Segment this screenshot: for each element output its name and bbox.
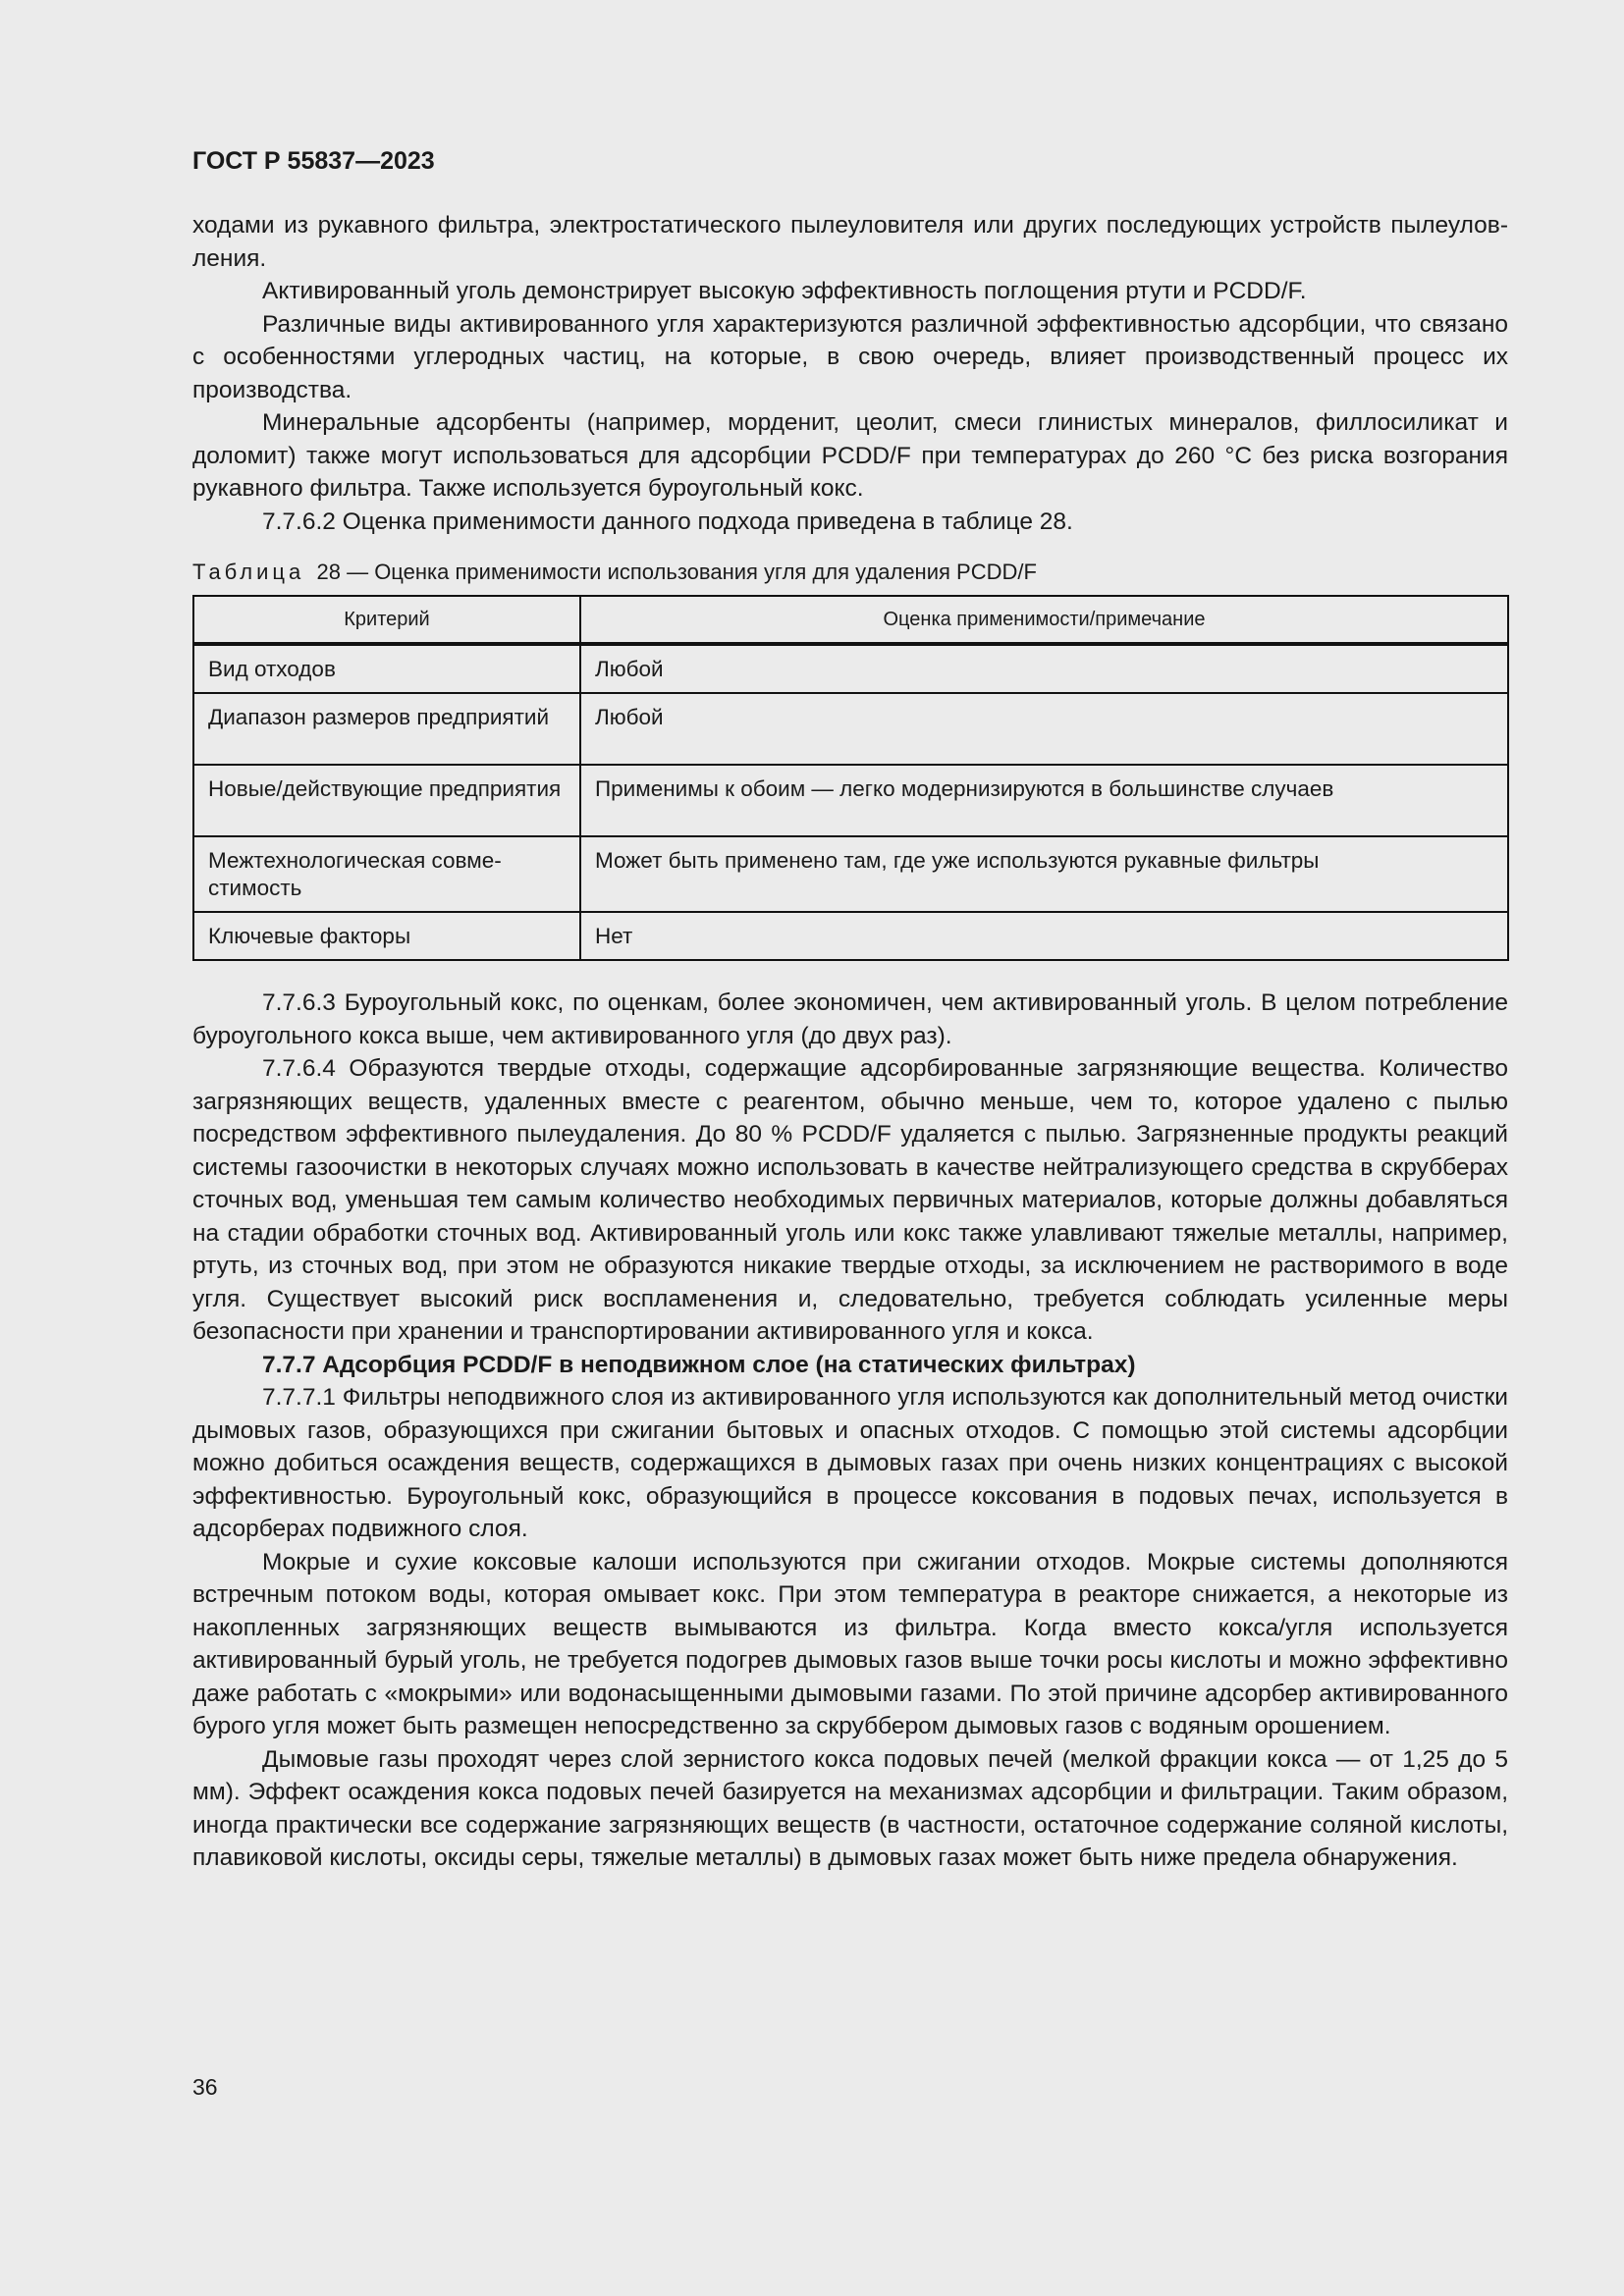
table-cell: Любой — [580, 693, 1508, 765]
table-cell: Ключевые факторы — [193, 912, 580, 960]
paragraph: 7.7.6.3 Буроугольный кокс, по оценкам, более экономичен, чем активированный уголь. В целом потребление буроугольного кокса выше, чем активированного угля (до двух раз). — [192, 989, 1508, 1049]
section-heading: 7.7.7 Адсорбция PCDD/F в неподвижном слое (на статических фильтрах) — [262, 1351, 1136, 1378]
table-cell: Применимы к обоим — легко модернизируются в большинстве случаев — [580, 765, 1508, 836]
table-row — [193, 836, 1508, 912]
document-page — [192, 147, 1508, 1875]
table-row — [193, 912, 1508, 960]
table-caption — [192, 560, 1508, 585]
paragraph: Мокрые и сухие коксовые калоши используются при сжигании отходов. Мокрые системы дополняются встречным потоком воды, которая омывает кокс. При этом температура в реакторе снижается, а некоторые из накопленных загрязняющих веществ вымываются из фильтра. Когда вместо кокса/угля используется активированный бурый уголь, не требуется подогрев дымовых газов выше точки росы кислоты и можно эффективно даже работать с «мокрыми» или водонасыщенными дымовыми газами. По этой причине адсорбер активированного бурого угля может быть размещен непосредственно за скруббером дымовых газов с водяным орошением. — [192, 1548, 1508, 1739]
paragraph: 7.7.6.4 Образуются твердые отходы, содержащие адсорбированные загрязняющие вещества. Количество загрязняющих веществ, удаленных вместе с реагентом, обычно меньше, чем то, которое удалено с пылью посредством эффективного пылеудаления. До 80 % PCDD/F удаляется с пылью. Загрязненные продукты реакций системы газоочистки в некоторых случаях можно использовать в качестве нейтрализующего средства в скрубберах сточных вод, уменьшая тем самым количество необходимых первичных материалов, которые должны добавляться на стадии обработки сточных вод. Активированный уголь или кокс также улавливают тяжелые металлы, например, ртуть, из сточных вод, при этом не образуются никакие твердые отходы, за исключением не растворимого в воде угля. Существует высокий риск воспламенения и, следовательно, требуется соблюдать усиленные меры безопасности при хранении и транспортировании активированного угля и кокса. — [192, 1055, 1508, 1345]
table-cell: Нет — [580, 912, 1508, 960]
paragraph: Дымовые газы проходят через слой зернистого кокса подовых печей (мелкой фракции кокса — от 1,25 до 5 мм). Эффект осаждения кокса подовых печей базируется на механизмах адсорбции и фильтрации. Таким образом, иногда практически все содержание загрязняющих веществ (в частности, остаточное содержание соляной кислоты, плавиковой кислоты, оксиды серы, тяжелые металлы) в дымовых газах может быть ниже предела обнаружения. — [192, 1745, 1508, 1871]
applicability-table — [192, 595, 1509, 961]
table-row — [193, 765, 1508, 836]
table-cell: Любой — [580, 644, 1508, 693]
document-code: ГОСТ Р 55837—2023 — [192, 147, 435, 175]
paragraph: 7.7.7.1 Фильтры неподвижного слоя из активированного угля используются как дополнительный метод очистки дымовых газов, образующихся при сжигании бытовых и опасных отходов. С помощью этой системы адсорбции можно добиться осаждения веществ, содержащихся в дымовых газах при очень низких концентрациях с высокой эффективностью. Буроугольный кокс, образующийся в процессе коксования в подовых печах, используется в адсорберах подвижного слоя. — [192, 1384, 1508, 1542]
table-cell: Диапазон размеров предприятий — [193, 693, 580, 765]
table-cell: Новые/действующие предприятия — [193, 765, 580, 836]
paragraph: 7.7.6.2 Оценка применимости данного подхода приведена в таблице 28. — [262, 507, 1073, 535]
table-row — [193, 644, 1508, 693]
table-caption-text: 28 — Оценка применимости использования угля для удаления PCDD/F — [316, 560, 1037, 584]
table-cell: Межтехнологическая совместимость — [193, 836, 580, 912]
paragraph: Минеральные адсорбенты (например, морденит, цеолит, смеси глинистых минералов, филлосиликат и доломит) также могут использоваться для адсорбции PCDD/F при температурах до 260 °C без риска возгорания рукавного фильтра. Также используется буроугольный кокс. — [192, 409, 1508, 502]
paragraph: Активированный уголь демонстрирует высокую эффективность поглощения ртути и PCDD/F. — [262, 278, 1307, 304]
page-number: 36 — [192, 2074, 218, 2100]
table-header-row — [193, 596, 1508, 644]
table-cell: Может быть применено там, где уже используются рукавные фильтры — [580, 836, 1508, 912]
table-cell: Вид отходов — [193, 644, 580, 693]
table-header-assessment: Оценка применимости/примечание — [580, 596, 1508, 644]
table-caption-prefix: Таблица — [192, 560, 305, 584]
paragraph: ходами из рукавного фильтра, электростатического пылеуловителя или других последующих устройств пылеуловления. — [192, 212, 1508, 272]
table-row — [193, 693, 1508, 765]
paragraph: Различные виды активированного угля характеризуются различной эффективностью адсорбции, что связано с особенностями углеродных частиц, на которые, в свою очередь, влияет производственный процесс их производства. — [192, 310, 1508, 403]
table-header-criterion: Критерий — [193, 596, 580, 644]
